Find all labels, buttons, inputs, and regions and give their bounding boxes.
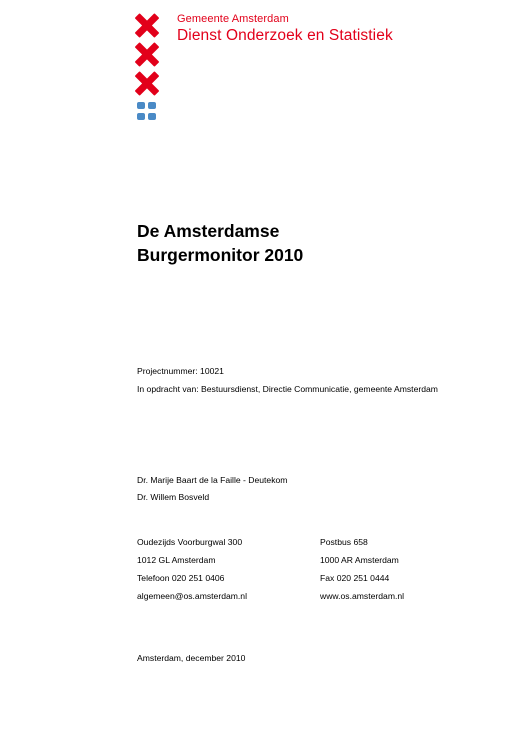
website-link[interactable]: www.os.amsterdam.nl	[320, 591, 405, 601]
fax-number: Fax 020 251 0444	[320, 573, 390, 583]
x-cross-icon	[135, 13, 159, 37]
os-logo-icon	[137, 102, 159, 122]
author-2: Dr. Willem Bosveld	[137, 492, 210, 502]
author-1: Dr. Marije Baart de la Faille - Deutekom	[137, 475, 288, 485]
postbus-postcode: 1000 AR Amsterdam	[320, 555, 399, 565]
postbus: Postbus 658	[320, 537, 368, 547]
report-title	[137, 219, 303, 267]
address-postcode: 1012 GL Amsterdam	[137, 555, 216, 565]
place-date: Amsterdam, december 2010	[137, 653, 246, 663]
title-line-1: De Amsterdamse	[137, 221, 280, 241]
department-name: Dienst Onderzoek en Statistiek	[177, 27, 393, 44]
phone-number: Telefoon 020 251 0406	[137, 573, 225, 583]
x-cross-icon	[135, 71, 159, 95]
x-cross-icon	[135, 42, 159, 66]
address-street: Oudezijds Voorburgwal 300	[137, 537, 243, 547]
title-line-2: Burgermonitor 2010	[137, 245, 304, 265]
amsterdam-xxx-logo-icon	[135, 13, 161, 100]
project-client: In opdracht van: Bestuursdienst, Directie Communicatie, gemeente Amsterdam	[137, 384, 438, 394]
project-number: Projectnummer: 10021	[137, 366, 224, 376]
organisation-name: Gemeente Amsterdam	[177, 13, 289, 25]
email-address[interactable]: algemeen@os.amsterdam.nl	[137, 591, 247, 601]
